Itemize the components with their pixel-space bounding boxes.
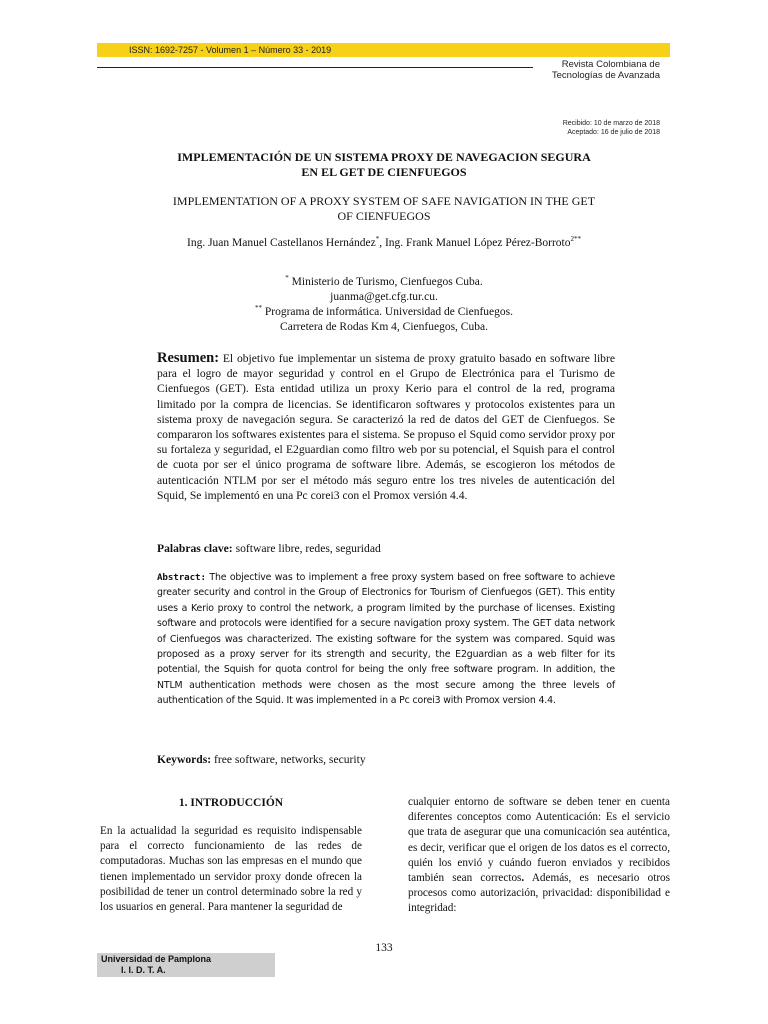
abstract-section: [157, 570, 615, 709]
footer-institution: [97, 953, 275, 977]
intro-right-text-a: cualquier entorno de software se deben tener en cuenta diferentes conceptos como Autenticación: Es el servicio que trata de asegurar que una comunicación sea auténtica, es decir, verificar que el origen de los datos es el correcto, quién los envió y cuándo fueron enviados y recibidos también sean correctos: [408, 796, 670, 885]
palabras-clave-label: Palabras clave:: [157, 542, 233, 555]
journal-name: [552, 59, 660, 81]
affiliation-1: * Ministerio de Turismo, Cienfuegos Cuba.: [285, 274, 483, 288]
title-english-line2: OF CIENFUEGOS: [337, 209, 431, 223]
keywords-section: [157, 752, 615, 767]
resumen-text: El objetivo fue implementar un sistema de proxy gratuito basado en software libre para el logro de mayor seguridad y control en el Grupo de Electrónica para el Turismo de Cienfuegos (GET). Esta entidad utiliza un proxy Kerio para el control de la red, programa limitado por la compra de licencias. Se identificaron softwares y protocolos existentes para un sistema proxy de navegación segura. Se caracterizó la red de datos del GET de Cienfuegos. Se compararon los softwares existentes para el sistema. Se propuso el Squid como servidor proxy por su fortaleza y seguridad, el E2guardian como filtro web por su potencial, el Squish para el control de cuota por ser el único programa de software libre. Además, se escogieron los métodos de autenticación NTLM por ser el método más seguro entre los tres niveles de autenticación del Squid, Se implementó en una Pc corei3 con el Promox versión 4.4.: [157, 352, 615, 502]
authors: [100, 236, 668, 251]
intro-right-column: [408, 795, 670, 917]
affiliation-email: juanma@get.cfg.tur.cu.: [330, 291, 438, 303]
title-english-line1: IMPLEMENTATION OF A PROXY SYSTEM OF SAFE NAVIGATION IN THE GET: [172, 194, 596, 208]
issn-text: ISSN: 1692-7257 - Volumen 1 – Número 33 - 2019: [129, 45, 332, 55]
keywords-text: free software, networks, security: [211, 753, 366, 766]
title-spanish-line1: IMPLEMENTACIÓN DE UN SISTEMA PROXY DE NAVEGACION SEGURA: [177, 150, 591, 164]
resumen-section: [157, 351, 615, 503]
affiliation-address: Carretera de Rodas Km 4, Cienfuegos, Cuba.: [280, 321, 488, 333]
affiliation-1-mark: *: [285, 274, 289, 283]
author-2-mark: 2**: [570, 235, 582, 244]
journal-name-line2: Tecnologías de Avanzada: [551, 70, 660, 81]
title-english: [150, 194, 618, 224]
palabras-clave-text: software libre, redes, seguridad: [232, 542, 381, 555]
title-spanish: [150, 150, 618, 180]
author-1: Ing. Juan Manuel Castellanos Hernández: [186, 237, 376, 249]
affiliations: [150, 275, 618, 335]
author-2: Ing. Frank Manuel López Pérez-Borroto: [384, 237, 571, 249]
footer-unit: I. I. D. T. A.: [121, 965, 166, 975]
submission-dates: [563, 119, 660, 137]
title-spanish-line2: EN EL GET DE CIENFUEGOS: [301, 165, 467, 179]
intro-right-text-b: Además, es necesario otros procesos como autorización, privacidad: disponibilidad e integridad:: [408, 872, 670, 915]
keywords-label: Keywords:: [157, 753, 212, 766]
palabras-clave-section: [157, 541, 615, 556]
intro-heading: 1. INTRODUCCIÓN: [178, 797, 284, 809]
intro-left-column: En la actualidad la seguridad es requisito indispensable para el correcto funcionamiento de las redes de computadoras. Muchas son las empresas en el mundo que tienen implementado un servidor proxy donde ofrecen la posibilidad de tener un control determinado sobre la red y los usuarios en general. Para mantener la seguridad de: [100, 825, 362, 914]
issn-banner: [97, 43, 670, 57]
intro-right-bold-dot: .: [521, 872, 525, 885]
journal-name-line1: Revista Colombiana de: [561, 59, 660, 70]
abstract-text: The objective was to implement a free proxy system based on free software to achieve greater security and control in the Group of Electronics for Tourism of Cienfuegos (GET). This entity uses a Kerio proxy to control the network, a program limited by the purchase of licenses. Existing software and protocols were identified for a secure navigation proxy system. The GET data network of Cienfuegos was characterized. The existing software for the system was compared. Squid was proposed as a proxy server for its strength and security, the E2guardian as a web filter for its potential, the Squish for quota control for being the only free software program. In addition, the NTLM authentication methods were chosen as the most secure among the three levels of authentication of the Squid. It was implemented in a Pc corei3 with Promox version 4.4.: [157, 572, 615, 707]
received-date: Recibido: 10 de marzo de 2018: [562, 120, 660, 127]
footer-university: Universidad de Pamplona: [101, 954, 212, 964]
affiliation-2-mark: **: [254, 304, 262, 313]
author-1-mark: *: [375, 235, 380, 244]
author-separator: ,: [379, 237, 385, 249]
page-number: 133: [375, 942, 393, 954]
accepted-date: Aceptado: 16 de julio de 2018: [567, 129, 660, 136]
resumen-heading: Resumen:: [157, 350, 220, 366]
affiliation-2: ** Programa de informática. Universidad de Cienfuegos.: [254, 304, 513, 318]
abstract-heading: Abstract:: [157, 572, 206, 583]
header-rule: [97, 67, 533, 68]
